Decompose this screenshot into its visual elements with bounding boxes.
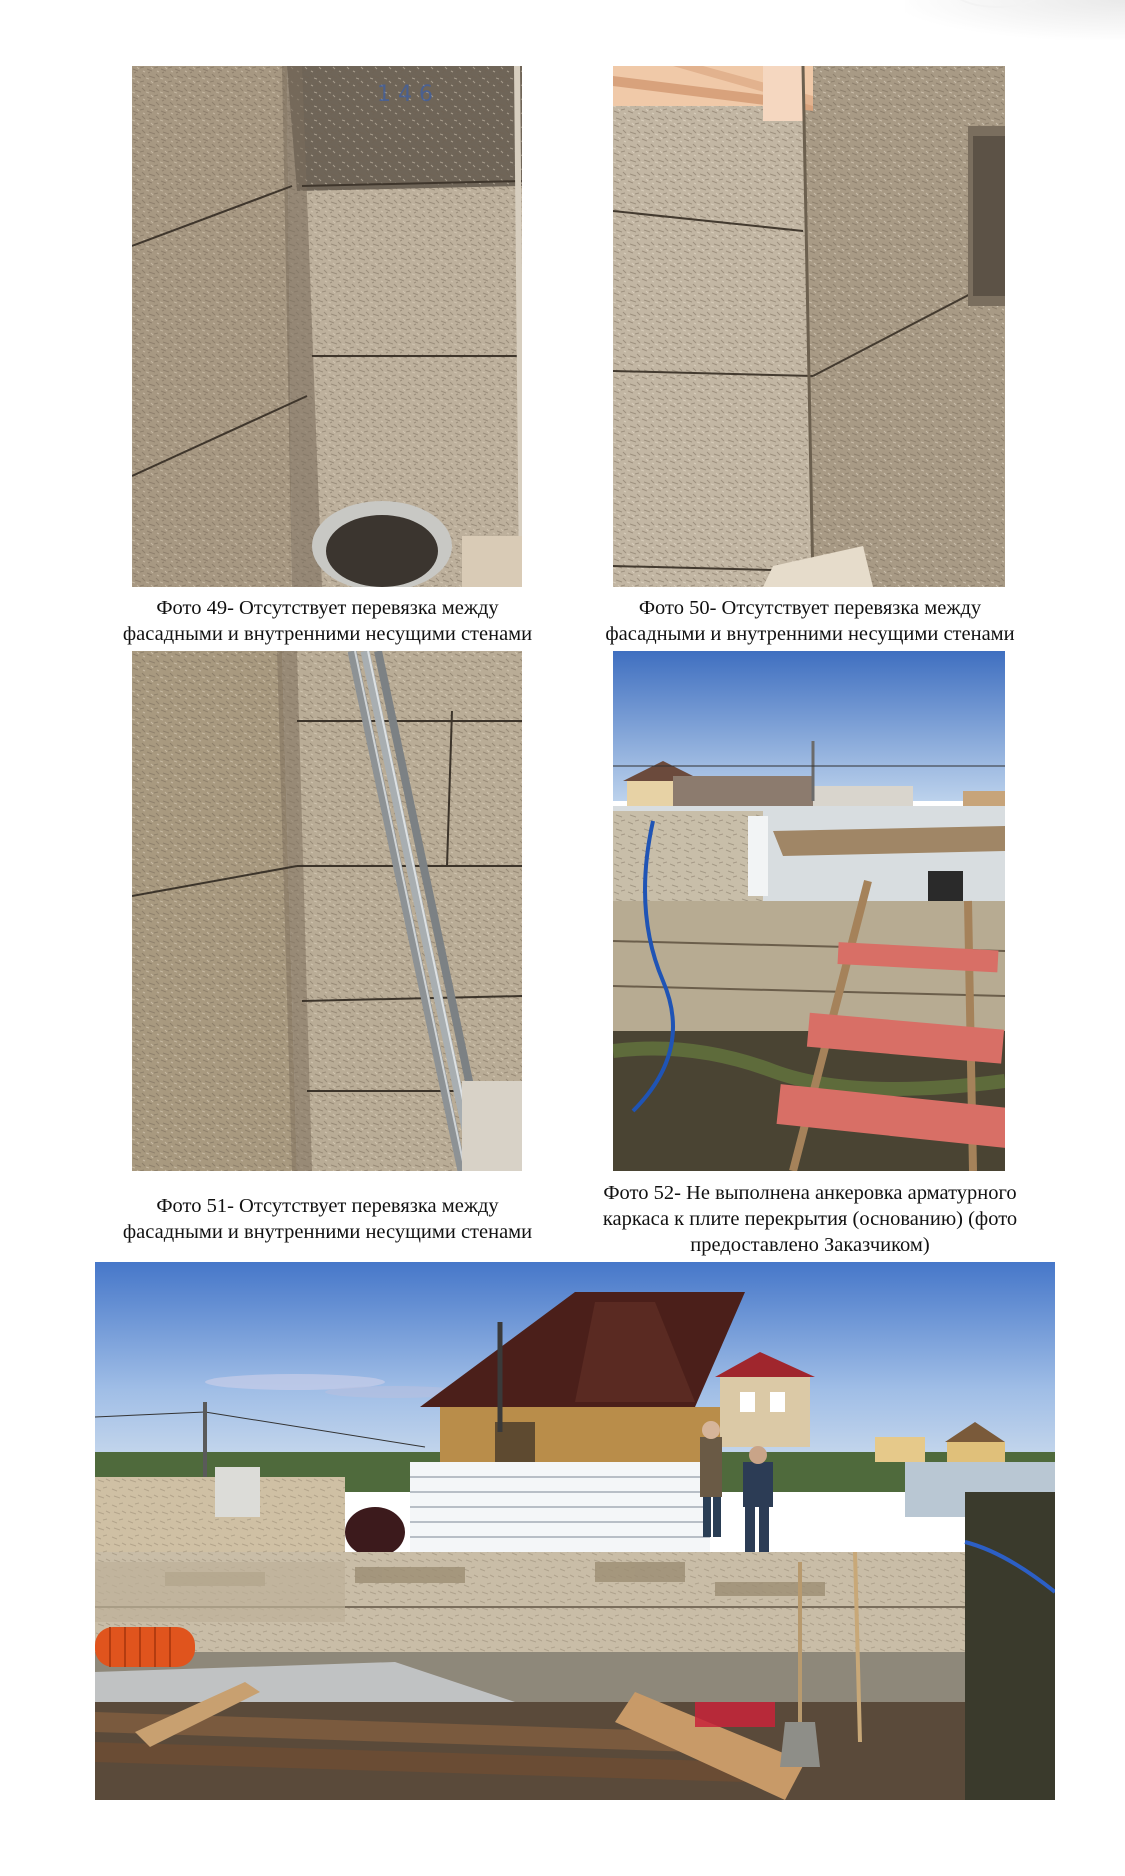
- photo-52-caption: [576, 1180, 1044, 1258]
- caption-line: Фото 51- Отсутствует перевязка между: [156, 1195, 499, 1217]
- caption-line: Фото 52- Не выполнена анкеровка арматурного: [603, 1182, 1017, 1204]
- caption-line: фасадными и внутренними несущими стенами: [122, 1221, 533, 1243]
- caption-line: Фото 49- Отсутствует перевязка между: [156, 597, 499, 619]
- photo-51-caption: [100, 1193, 555, 1245]
- photo-51: [132, 651, 522, 1171]
- photo-50-caption: [580, 595, 1040, 647]
- photo-49-caption: [100, 595, 555, 647]
- caption-line: Фото 50- Отсутствует перевязка между: [638, 597, 982, 619]
- caption-line: предоставлено Заказчиком): [690, 1234, 930, 1256]
- photo-50: [613, 66, 1005, 587]
- photo-53: [95, 1262, 1055, 1800]
- svg-text:1 4 6: 1 4 6: [377, 82, 433, 107]
- photo-49: [132, 66, 522, 587]
- caption-line: фасадными и внутренними несущими стенами: [605, 623, 1015, 645]
- caption-line: фасадными и внутренними несущими стенами: [122, 623, 533, 645]
- caption-line: каркаса к плите перекрытия (основанию) (фото: [602, 1208, 1018, 1230]
- photo-52: [613, 651, 1005, 1171]
